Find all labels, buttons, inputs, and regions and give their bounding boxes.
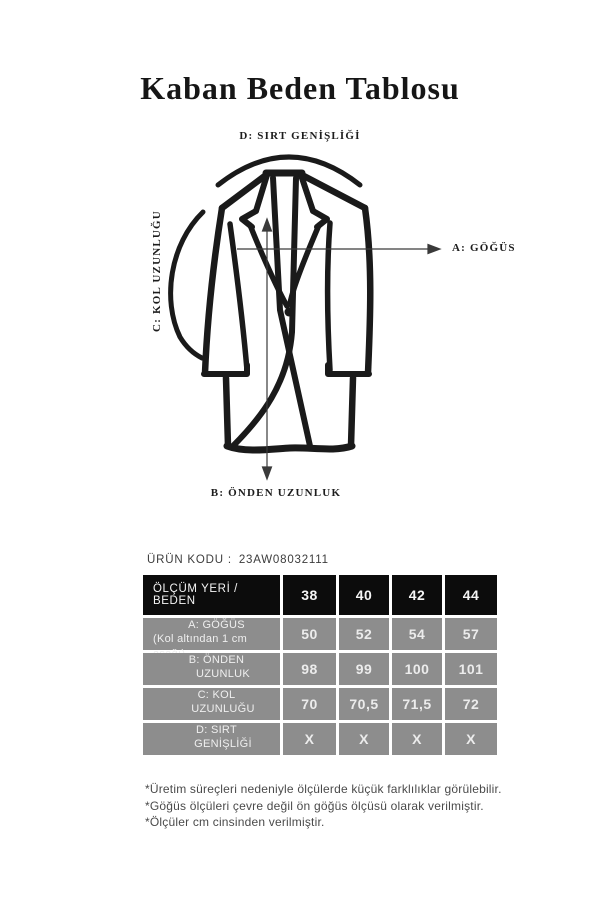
- footnotes: [145, 781, 502, 831]
- table-cell: X: [445, 723, 497, 755]
- coat-line-art: [140, 140, 450, 485]
- label-sleeve-length: C: KOL UZUNLUĞU: [151, 210, 163, 332]
- table-cell: 98: [283, 653, 336, 685]
- table-header-size-40: 40: [339, 575, 389, 615]
- table-row-label-chest: A: GÖĞÜS (Kol altından 1 cm: [143, 618, 280, 650]
- table-cell: 71,5: [392, 688, 442, 720]
- label-front-length: B: ÖNDEN UZUNLUK: [210, 487, 342, 499]
- table-cell: 50: [283, 618, 336, 650]
- table-cell: 101: [445, 653, 497, 685]
- page-title: Kaban Beden Tablosu: [140, 70, 460, 106]
- coat-button: [285, 308, 294, 317]
- footnote: *Göğüs ölçüleri çevre değil ön göğüs ölçüsü olarak verilmiştir.: [145, 798, 484, 813]
- table-cell: X: [392, 723, 442, 755]
- size-table: [143, 575, 497, 755]
- table-row-label-back-width: D: SIRT GENİŞLİĞİ: [143, 723, 280, 755]
- table-cell: X: [339, 723, 389, 755]
- table-header-size-44: 44: [445, 575, 497, 615]
- table-row-label-front-length: B: ÖNDEN UZUNLUK: [143, 653, 280, 685]
- footnote: *Üretim süreçleri nedeniyle ölçülerde küçük farklılıklar görülebilir.: [145, 782, 502, 796]
- table-header-size-42: 42: [392, 575, 442, 615]
- footnote: *Ölçüler cm cinsinden verilmiştir.: [145, 815, 325, 829]
- table-cell: 100: [392, 653, 442, 685]
- table-cell: 72: [445, 688, 497, 720]
- table-header-measure: ÖLÇÜM YERİ / BEDEN: [143, 575, 280, 615]
- table-cell: 70: [283, 688, 336, 720]
- product-code-label: ÜRÜN KODU :: [147, 554, 232, 566]
- product-code-value: 23AW08032111: [238, 554, 329, 566]
- table-cell: 57: [445, 618, 497, 650]
- label-back-width: D: SIRT GENİŞLİĞİ: [239, 130, 361, 142]
- product-code: [147, 554, 329, 566]
- table-row-label-sleeve-length: C: KOL UZUNLUĞU: [143, 688, 280, 720]
- table-cell: 99: [339, 653, 389, 685]
- table-cell: 70,5: [339, 688, 389, 720]
- table-cell: 52: [339, 618, 389, 650]
- label-chest: A: GÖĞÜS: [452, 242, 516, 254]
- table-cell: X: [283, 723, 336, 755]
- table-cell: 54: [392, 618, 442, 650]
- table-header-size-38: 38: [283, 575, 336, 615]
- sleeve-length-arc: [171, 212, 203, 358]
